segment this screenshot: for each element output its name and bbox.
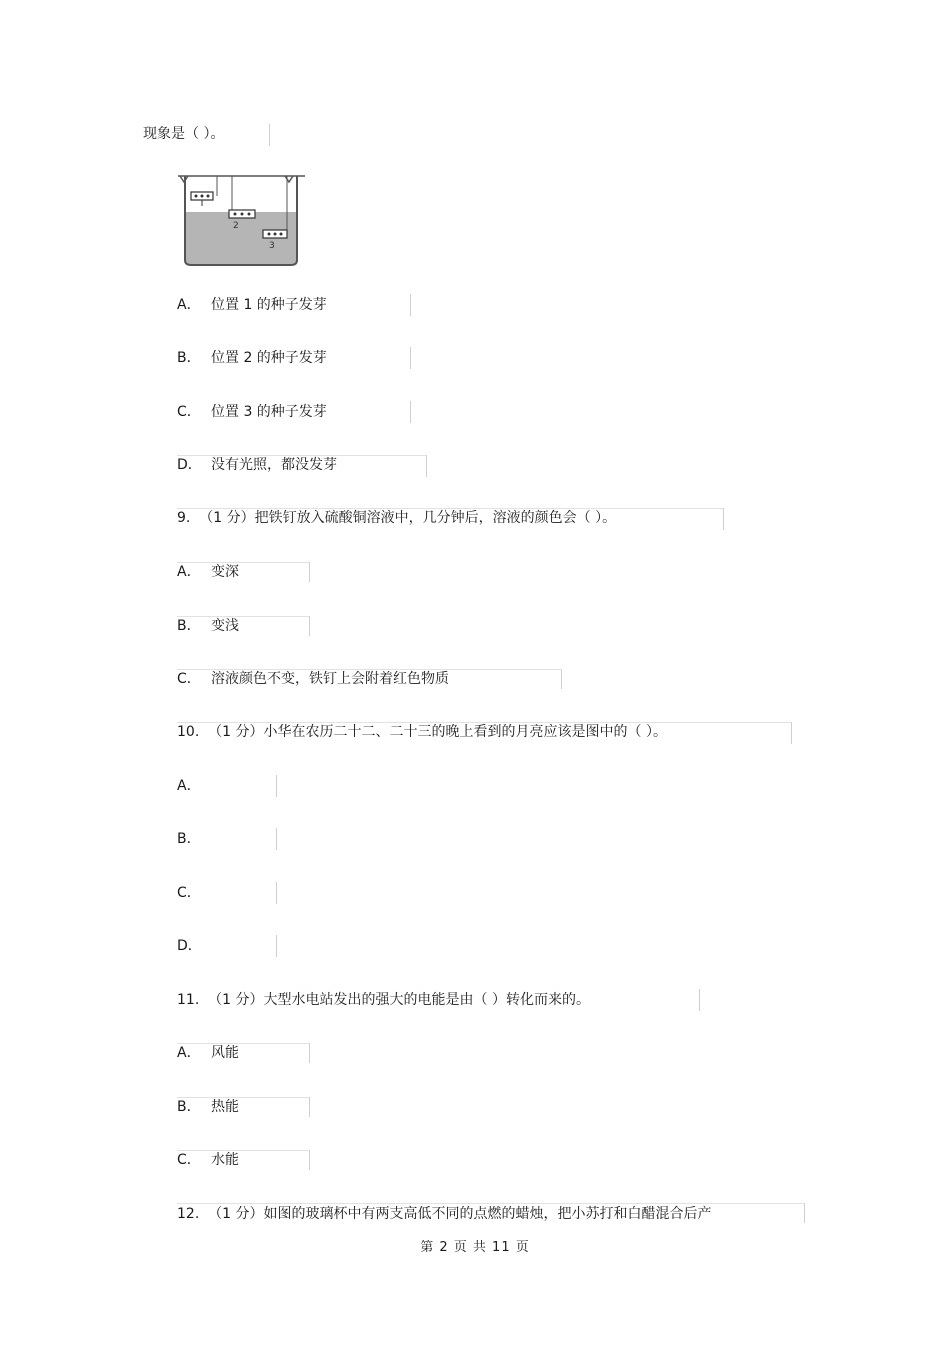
option-text: 位置 1 的种子发芽 (211, 297, 327, 313)
option-a[interactable] (177, 563, 239, 581)
option-text: 热能 (211, 1099, 239, 1115)
text-frame-edge (410, 347, 411, 369)
question-text: （1 分）如图的玻璃杯中有两支高低不同的点燃的蜡烛，把小苏打和白醋混合后产 (208, 1206, 712, 1222)
question-text: （1 分）大型水电站发出的强大的电能是由（ ）转化而来的。 (208, 992, 590, 1008)
option-letter: C． (177, 671, 201, 687)
option-c[interactable] (177, 670, 449, 688)
option-letter: A． (177, 1045, 201, 1061)
option-c[interactable] (177, 884, 211, 902)
option-text: 风能 (211, 1045, 239, 1061)
option-a[interactable] (177, 777, 211, 795)
option-a[interactable] (177, 296, 327, 314)
question-text: （1 分）小华在农历二十二、二十三的晚上看到的月亮应该是图中的（ ）。 (208, 724, 667, 740)
question-fragment: 现象是（ ）。 (143, 126, 225, 142)
option-letter: B． (177, 618, 201, 634)
question-10 (177, 723, 667, 741)
option-letter: C． (177, 1152, 201, 1168)
text-frame-edge (699, 989, 700, 1011)
text-frame-edge (309, 562, 310, 582)
figure-label-3: 3 (269, 241, 275, 251)
text-frame-edge (804, 1203, 805, 1223)
option-letter: D． (177, 457, 202, 473)
text-frame-edge (309, 1097, 310, 1117)
text-frame-top (177, 1203, 804, 1204)
text-frame-edge (791, 722, 792, 744)
option-letter: D． (177, 938, 202, 954)
option-text: 没有光照，都没发芽 (211, 457, 337, 473)
option-letter: A． (177, 564, 201, 580)
option-b[interactable] (177, 349, 327, 367)
option-text: 位置 2 的种子发芽 (211, 350, 327, 366)
option-d[interactable] (177, 937, 211, 955)
option-b[interactable] (177, 830, 211, 848)
option-letter: B． (177, 831, 201, 847)
question-number: 12. (177, 1206, 200, 1222)
question-number: 10. (177, 724, 200, 740)
option-letter: A． (177, 778, 201, 794)
question-number: 9. (177, 510, 191, 526)
text-frame-edge (309, 1150, 310, 1170)
text-frame-edge (276, 828, 277, 850)
option-letter: B． (177, 1099, 201, 1115)
seed-tank-figure (175, 170, 307, 270)
text-frame-edge (269, 124, 270, 146)
option-letter: C． (177, 885, 201, 901)
question-text: （1 分）把铁钉放入硫酸铜溶液中，几分钟后，溶液的颜色会（ ）。 (199, 510, 617, 526)
text-frame-edge (410, 294, 411, 316)
text-frame-edge (309, 616, 310, 636)
text-frame-edge (276, 775, 277, 797)
text-frame-edge (426, 455, 427, 477)
option-text: 水能 (211, 1152, 239, 1168)
text-frame-edge (309, 1043, 310, 1063)
text-frame-edge (276, 882, 277, 904)
text-frame-edge (410, 401, 411, 423)
option-a[interactable] (177, 1044, 239, 1062)
option-letter: C． (177, 404, 201, 420)
seed-tank-diagram (175, 170, 307, 270)
figure-label-2: 2 (233, 221, 239, 231)
text-frame-edge (276, 935, 277, 957)
option-c[interactable] (177, 403, 327, 421)
option-text: 位置 3 的种子发芽 (211, 404, 327, 420)
option-letter: A． (177, 297, 201, 313)
option-text: 溶液颜色不变，铁钉上会附着红色物质 (211, 671, 449, 687)
question-number: 11. (177, 992, 200, 1008)
option-text: 变深 (211, 564, 239, 580)
option-b[interactable] (177, 617, 239, 635)
option-d[interactable] (177, 456, 337, 474)
question-9 (177, 509, 616, 527)
text-frame-edge (723, 508, 724, 530)
option-b[interactable] (177, 1098, 239, 1116)
text-frame-edge (561, 669, 562, 689)
option-c[interactable] (177, 1151, 239, 1169)
question-11 (177, 991, 590, 1009)
page-footer: 第 2 页 共 11 页 (420, 1240, 530, 1255)
option-text: 变浅 (211, 618, 239, 634)
option-letter: B． (177, 350, 201, 366)
question-12 (177, 1205, 712, 1223)
